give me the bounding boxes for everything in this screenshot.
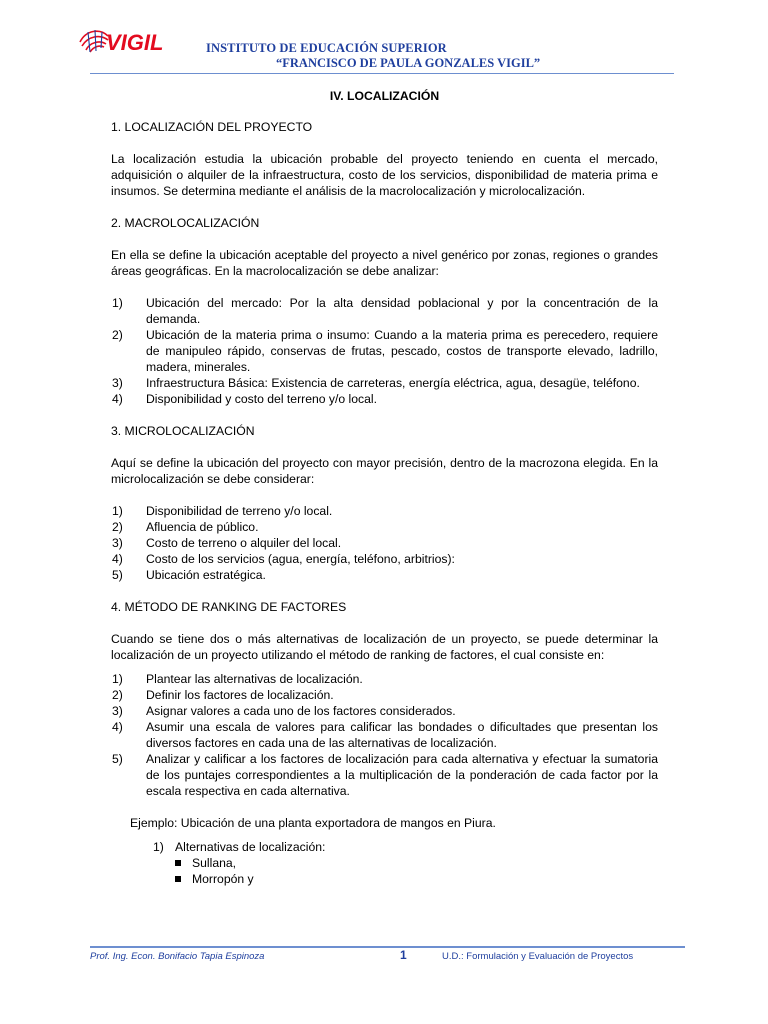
footer-course: U.D.: Formulación y Evaluación de Proyectos — [442, 951, 634, 962]
list-item-text: Costo de los servicios (agua, energía, teléfono, arbitrios): — [146, 552, 455, 566]
list-item-text: Alternativas de localización: — [175, 840, 326, 854]
section-paragraph-ranking-factores: Cuando se tiene dos o más alternativas de localización de un proyecto, se puede determinar la localización de un proyecto utilizando el método de ranking de factores, el cual consiste en: — [111, 632, 658, 662]
list-item — [153, 839, 658, 855]
list-item — [111, 535, 658, 551]
list-item — [111, 751, 658, 799]
list-item-text: Ubicación estratégica. — [146, 568, 266, 582]
institution-name-line2: “FRANCISCO DE PAULA GONZALES VIGIL” — [276, 56, 541, 70]
list-item — [111, 551, 658, 567]
list-item-text: Costo de terreno o alquiler del local. — [146, 536, 342, 550]
list-item — [111, 519, 658, 535]
list-number: 3) — [112, 376, 123, 390]
list-number: 1) — [112, 672, 123, 686]
list-item-text: Definir los factores de localización. — [146, 688, 334, 702]
list-item — [111, 327, 658, 375]
list-item — [111, 375, 658, 391]
list-item-text: Afluencia de público. — [146, 520, 259, 534]
example-bullet-list — [111, 855, 658, 887]
list-item — [111, 391, 658, 407]
list-item — [111, 671, 658, 687]
list-number: 4) — [112, 392, 123, 406]
list-item — [111, 503, 658, 519]
example-heading: Ejemplo: Ubicación de una planta exportadora de mangos en Piura. — [130, 816, 496, 830]
ranking-factores-list — [111, 671, 658, 799]
list-item-text: Disponibilidad de terreno y/o local. — [146, 504, 333, 518]
list-item-text: Asumir una escala de valores para calificar las bondades o dificultades que presentan los diversos factores en cada una de las alternativas de localización. — [146, 720, 658, 750]
example-sublist — [111, 839, 658, 855]
list-number: 2) — [112, 520, 123, 534]
page-number: 1 — [400, 948, 407, 962]
bullet-text: Morropón y — [192, 872, 254, 886]
bullet-item — [175, 871, 658, 887]
list-number: 1) — [112, 504, 123, 518]
list-item-text: Analizar y calificar a los factores de localización para cada alternativa y efectuar la sumatoria de los puntajes correspondientes a la multiplicación de la ponderación de cada factor por la escala respectiva en cada alternativa. — [146, 752, 658, 798]
list-item — [111, 703, 658, 719]
list-number: 1) — [153, 840, 164, 854]
logo-wordmark: VIGIL — [106, 30, 164, 55]
chapter-title: IV. LOCALIZACIÓN — [329, 89, 440, 103]
bullet-text: Sullana, — [192, 856, 237, 870]
section-title-microlocalizacion: 3. MICROLOCALIZACIÓN — [111, 424, 255, 438]
section-paragraph-localizacion: La localización estudia la ubicación probable del proyecto teniendo en cuenta el mercado, adquisición o alquiler de la infraestructura, costo de los servicios, disponibilidad de materia prima e insumos. Se determina mediante el análisis de la macrolocalización y microlocalización. — [111, 152, 658, 198]
section-paragraph-microlocalizacion: Aquí se define la ubicación del proyecto con mayor precisión, dentro de la macrozona elegida. En la microlocalización se debe considerar: — [111, 456, 658, 486]
list-number: 2) — [112, 688, 123, 702]
list-item — [111, 295, 658, 327]
header-divider — [90, 73, 674, 74]
list-item-text: Infraestructura Básica: Existencia de carreteras, energía eléctrica, agua, desagüe, teléfono. — [146, 376, 640, 390]
microlocalizacion-list — [111, 503, 658, 583]
institution-name-line1: INSTITUTO DE EDUCACIÓN SUPERIOR — [206, 41, 447, 55]
list-number: 3) — [112, 704, 123, 718]
list-item-text: Disponibilidad y costo del terreno y/o local. — [146, 392, 378, 406]
list-number: 3) — [112, 536, 123, 550]
section-title-localizacion: 1. LOCALIZACIÓN DEL PROYECTO — [111, 120, 313, 134]
document-body — [111, 88, 658, 887]
list-item-text: Ubicación de la materia prima o insumo: Cuando a la materia prima es perecedero, requiere de manipuleo rápido, conservas de frutas, pescado, costos de transporte elevado, ladrillo, madera, minerales. — [146, 328, 658, 374]
list-number: 1) — [112, 296, 123, 310]
list-item-text: Plantear las alternativas de localización. — [146, 672, 363, 686]
list-item-text: Ubicación del mercado: Por la alta densidad poblacional y por la concentración de la demanda. — [146, 296, 658, 326]
list-number: 5) — [112, 752, 123, 766]
list-number: 5) — [112, 568, 123, 582]
bullet-item — [175, 855, 658, 871]
list-item — [111, 567, 658, 583]
section-title-macrolocalizacion: 2. MACROLOCALIZACIÓN — [111, 216, 260, 230]
page-header — [0, 0, 768, 80]
footer-divider — [90, 946, 685, 948]
list-item — [111, 719, 658, 751]
section-title-ranking-factores: 4. MÉTODO DE RANKING DE FACTORES — [111, 600, 347, 614]
list-item — [111, 687, 658, 703]
section-paragraph-macrolocalizacion: En ella se define la ubicación aceptable del proyecto a nivel genérico por zonas, regiones o grandes áreas geográficas. En la macrolocalización se debe analizar: — [111, 248, 658, 278]
list-item-text: Asignar valores a cada uno de los factores considerados. — [146, 704, 456, 718]
macrolocalizacion-list — [111, 295, 658, 407]
list-number: 4) — [112, 552, 123, 566]
footer-author: Prof. Ing. Econ. Bonifacio Tapia Espinoza — [90, 951, 265, 962]
vigil-logo — [78, 26, 182, 56]
square-bullet-icon — [175, 860, 181, 866]
list-number: 4) — [112, 720, 123, 734]
square-bullet-icon — [175, 876, 181, 882]
list-number: 2) — [112, 328, 123, 342]
